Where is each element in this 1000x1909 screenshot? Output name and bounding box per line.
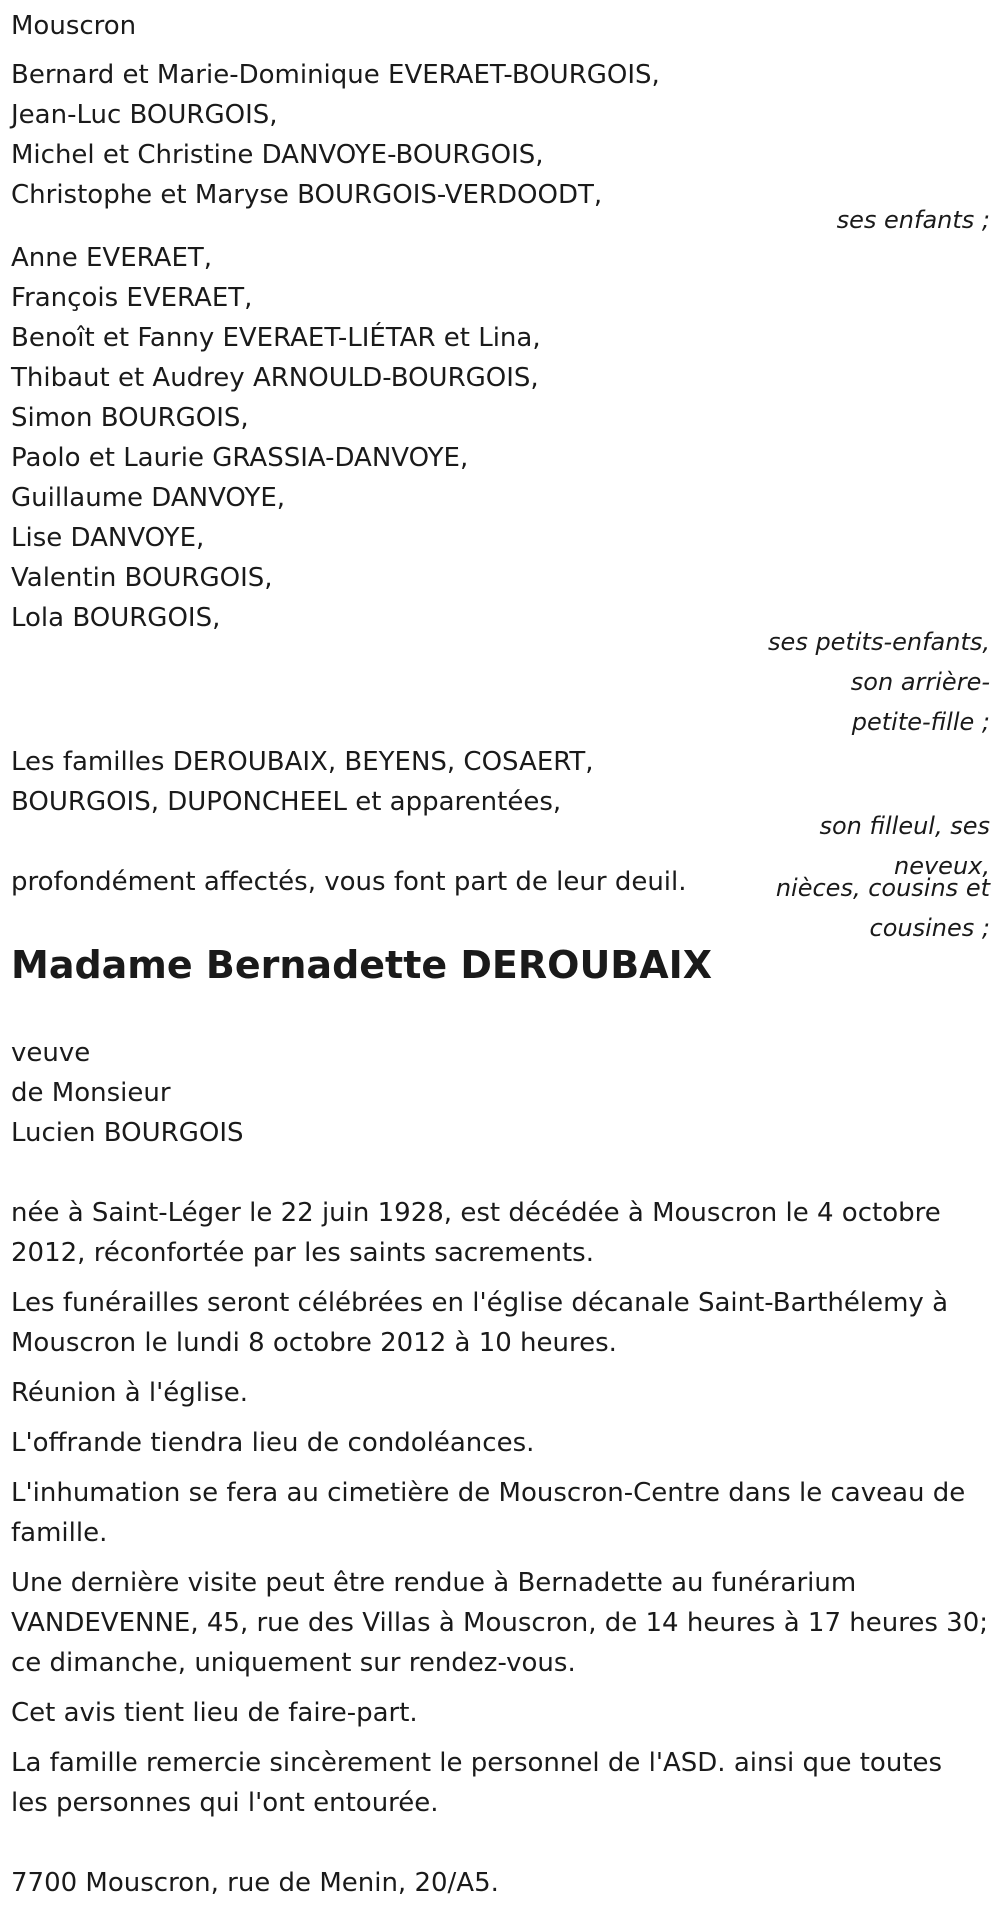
families-relation: nièces, cousins et [775,874,990,902]
grandchildren-relation: petite-fille ; [851,708,990,736]
body-line: 2012, réconfortée par les saints sacrements. [11,1238,594,1268]
body-line: ce dimanche, uniquement sur rendez-vous. [11,1648,576,1678]
body-line: La famille remercie sincèrement le personnel de l'ASD. ainsi que toutes [11,1748,943,1778]
grandchild-line: Thibaut et Audrey ARNOULD-BOURGOIS, [11,363,539,393]
body-line: Mouscron le lundi 8 octobre 2012 à 10 heures. [11,1328,617,1358]
widow-line: Lucien BOURGOIS [11,1118,244,1148]
grandchild-line: Lola BOURGOIS, [11,603,221,633]
body-line: Réunion à l'église. [11,1378,249,1408]
city-heading: Mouscron [11,11,137,41]
address-line: 7700 Mouscron, rue de Menin, 20/A5. [11,1868,499,1898]
grandchildren-relation: son arrière- [850,668,990,696]
grandchild-line: Valentin BOURGOIS, [11,563,273,593]
widow-line: veuve [11,1038,91,1068]
grandchild-line: Guillaume DANVOYE, [11,483,286,513]
body-line: L'inhumation se fera au cimetière de Mouscron-Centre dans le caveau de [11,1478,966,1508]
grandchild-line: Benoît et Fanny EVERAET-LIÉTAR et Lina, [11,323,541,353]
body-line: famille. [11,1518,108,1548]
mourning-line: profondément affectés, vous font part de leur deuil. [11,867,687,897]
children-relation: ses enfants ; [836,206,990,234]
deceased-name: Madame Bernadette DEROUBAIX [11,943,713,987]
body-line: les personnes qui l'ont entourée. [11,1788,439,1818]
grandchildren-relation: ses petits-enfants, [768,628,990,656]
families-relation: neveux, [894,852,990,880]
body-line: Une dernière visite peut être rendue à Bernadette au funérarium [11,1568,857,1598]
grandchild-line: Anne EVERAET, [11,243,213,273]
families-relation: son filleul, ses [819,812,990,840]
grandchild-line: Simon BOURGOIS, [11,403,249,433]
families-line: BOURGOIS, DUPONCHEEL et apparentées, [11,787,562,817]
body-line: L'offrande tiendra lieu de condoléances. [11,1428,535,1458]
grandchild-line: Lise DANVOYE, [11,523,205,553]
child-line: Christophe et Maryse BOURGOIS-VERDOODT, [11,180,603,210]
body-line: Cet avis tient lieu de faire-part. [11,1698,418,1728]
body-line: Les funérailles seront célébrées en l'église décanale Saint-Barthélemy à [11,1288,949,1318]
body-line: VANDEVENNE, 45, rue des Villas à Mouscron, de 14 heures à 17 heures 30; [11,1608,989,1638]
grandchild-line: Paolo et Laurie GRASSIA-DANVOYE, [11,443,469,473]
grandchild-line: François EVERAET, [11,283,253,313]
child-line: Bernard et Marie-Dominique EVERAET-BOURGOIS, [11,60,660,90]
child-line: Jean-Luc BOURGOIS, [11,100,278,130]
families-line: Les familles DEROUBAIX, BEYENS, COSAERT, [11,747,594,777]
widow-line: de Monsieur [11,1078,171,1108]
body-line: née à Saint-Léger le 22 juin 1928, est décédée à Mouscron le 4 octobre [11,1198,941,1228]
families-relation: cousines ; [869,914,990,942]
child-line: Michel et Christine DANVOYE-BOURGOIS, [11,140,544,170]
